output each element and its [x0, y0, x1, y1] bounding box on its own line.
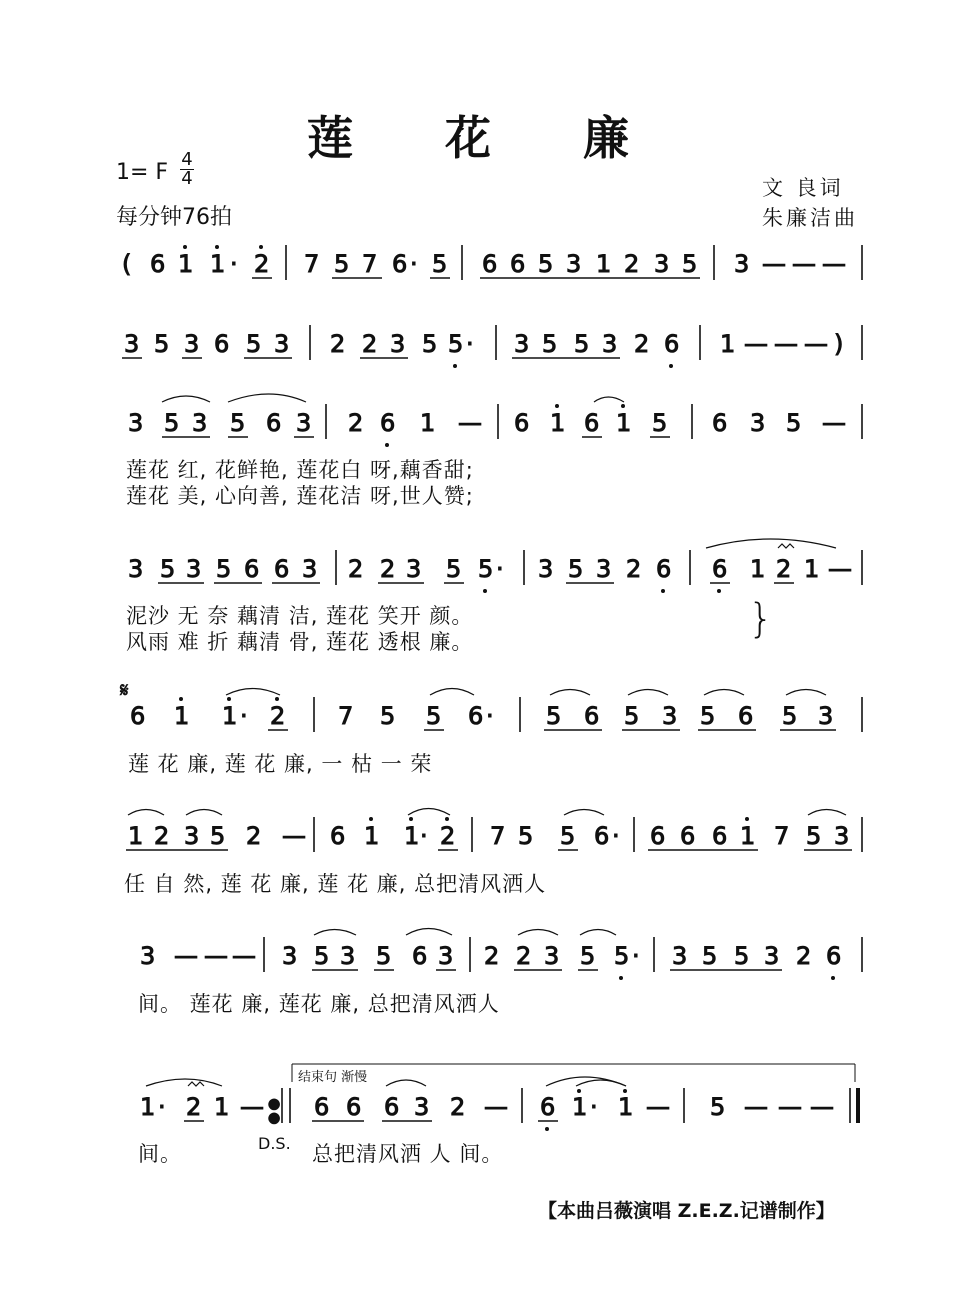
svg-text:—: —	[774, 330, 798, 358]
svg-text:5: 5	[806, 822, 822, 850]
svg-text:5: 5	[246, 330, 262, 358]
svg-text:7: 7	[490, 822, 506, 850]
svg-text:—: —	[458, 409, 482, 437]
svg-text:1: 1	[618, 1093, 634, 1121]
svg-text:1: 1	[572, 1093, 588, 1121]
svg-text:1: 1	[140, 1093, 156, 1121]
svg-text:3: 3	[750, 409, 766, 437]
lyric-row-4a: 泥沙 无 奈 藕清 洁, 莲花 笑开 颜。	[126, 604, 474, 628]
svg-text:5: 5	[380, 702, 396, 730]
svg-text:6: 6	[274, 555, 290, 583]
svg-text:7: 7	[304, 250, 320, 278]
key-signature: 1= F	[116, 160, 169, 185]
svg-text:1: 1	[178, 250, 194, 278]
svg-text:2: 2	[380, 555, 396, 583]
segno-sign: 𝄋	[120, 678, 129, 702]
svg-text:6: 6	[738, 702, 754, 730]
svg-text:1: 1	[596, 250, 612, 278]
svg-text:5: 5	[682, 250, 698, 278]
svg-text:—: —	[232, 942, 256, 970]
svg-text:5: 5	[448, 330, 464, 358]
svg-text:6: 6	[540, 1093, 556, 1121]
svg-text:3: 3	[764, 942, 780, 970]
lyric-row-8a: 间。	[138, 1142, 182, 1166]
svg-text:3: 3	[296, 409, 312, 437]
svg-text:3: 3	[834, 822, 850, 850]
svg-text:3: 3	[282, 942, 298, 970]
svg-text:5: 5	[426, 702, 442, 730]
svg-text:3: 3	[390, 330, 406, 358]
svg-text:3: 3	[192, 409, 208, 437]
svg-text:3: 3	[672, 942, 688, 970]
svg-text:3: 3	[406, 555, 422, 583]
svg-text:7: 7	[362, 250, 378, 278]
svg-text:(: (	[122, 250, 132, 278]
svg-text:7: 7	[338, 702, 354, 730]
svg-text:6: 6	[584, 702, 600, 730]
footer-credit: 【本曲吕薇演唱 Z.E.Z.记谱制作】	[538, 1200, 835, 1222]
svg-text:6: 6	[510, 250, 526, 278]
svg-text:6: 6	[826, 942, 842, 970]
svg-text:2: 2	[634, 330, 650, 358]
svg-text:5: 5	[538, 250, 554, 278]
lyric-row-5: 莲 花 廉, 莲 花 廉, 一 枯 一 荣	[128, 752, 433, 776]
svg-text:●: ●	[268, 1110, 281, 1126]
svg-text:3: 3	[538, 555, 554, 583]
svg-text:6: 6	[656, 555, 672, 583]
tempo: 每分钟76拍	[116, 205, 232, 230]
svg-text:6: 6	[664, 330, 680, 358]
svg-text:6: 6	[346, 1093, 362, 1121]
svg-text:6: 6	[314, 1093, 330, 1121]
svg-text:5: 5	[334, 250, 350, 278]
lyricist: 文 良词	[762, 176, 844, 200]
svg-text:): )	[834, 330, 844, 358]
svg-text:2: 2	[450, 1093, 466, 1121]
svg-text:1: 1	[214, 1093, 230, 1121]
svg-text:1: 1	[222, 702, 238, 730]
svg-text:5: 5	[624, 702, 640, 730]
svg-text:6: 6	[130, 702, 146, 730]
svg-text:1: 1	[128, 822, 144, 850]
svg-text:6: 6	[712, 822, 728, 850]
svg-text:6: 6	[244, 555, 260, 583]
svg-text:3: 3	[734, 250, 750, 278]
svg-text:3: 3	[654, 250, 670, 278]
svg-text:5: 5	[518, 822, 534, 850]
lyric-row-6: 任 自 然, 莲 花 廉, 莲 花 廉, 总把清风洒人	[124, 872, 547, 896]
svg-text:3: 3	[596, 555, 612, 583]
svg-text:·: ·	[410, 250, 418, 278]
svg-text:5: 5	[652, 409, 668, 437]
svg-text:1: 1	[420, 409, 436, 437]
svg-text:·: ·	[632, 942, 640, 970]
svg-text:—: —	[174, 942, 198, 970]
svg-text:6: 6	[482, 250, 498, 278]
svg-text:2: 2	[362, 330, 378, 358]
time-signature-bottom: 4	[181, 168, 193, 189]
svg-text:3: 3	[186, 555, 202, 583]
svg-text:5: 5	[614, 942, 630, 970]
svg-text:3: 3	[414, 1093, 430, 1121]
svg-text:—: —	[484, 1093, 508, 1121]
svg-text:·: ·	[230, 250, 238, 278]
svg-text:3: 3	[128, 555, 144, 583]
svg-text:2: 2	[776, 555, 792, 583]
svg-text:5: 5	[782, 702, 798, 730]
time-signature-top: 4	[181, 149, 193, 170]
svg-text:2: 2	[440, 822, 456, 850]
svg-text:6: 6	[330, 822, 346, 850]
svg-text:1: 1	[550, 409, 566, 437]
svg-text:·: ·	[486, 702, 494, 730]
svg-text:6: 6	[412, 942, 428, 970]
svg-text:3: 3	[544, 942, 560, 970]
svg-text:—: —	[744, 330, 768, 358]
svg-text:·: ·	[158, 1093, 166, 1121]
svg-text:5: 5	[478, 555, 494, 583]
svg-text:3: 3	[602, 330, 618, 358]
svg-text:3: 3	[566, 250, 582, 278]
svg-text:5: 5	[702, 942, 718, 970]
svg-text:6: 6	[384, 1093, 400, 1121]
svg-text:—: —	[762, 250, 786, 278]
svg-text:5: 5	[432, 250, 448, 278]
song-title: 莲 花 廉	[306, 111, 668, 165]
svg-text:3: 3	[662, 702, 678, 730]
composer: 朱廉洁曲	[762, 206, 858, 230]
svg-text:5: 5	[376, 942, 392, 970]
ds-marking: D.S.	[258, 1134, 291, 1153]
svg-text:3: 3	[302, 555, 318, 583]
svg-text:1: 1	[210, 250, 226, 278]
svg-text:1: 1	[364, 822, 380, 850]
svg-text:·: ·	[466, 330, 474, 358]
svg-text:6: 6	[514, 409, 530, 437]
svg-text:6: 6	[150, 250, 166, 278]
svg-text:3: 3	[274, 330, 290, 358]
svg-text:1: 1	[750, 555, 766, 583]
lyric-row-3b: 莲花 美, 心向善, 莲花洁 呀,世人赞;	[126, 484, 474, 508]
svg-text:6: 6	[214, 330, 230, 358]
svg-text:2: 2	[254, 250, 270, 278]
svg-text:6: 6	[712, 409, 728, 437]
svg-text:5: 5	[574, 330, 590, 358]
verse-brace: }	[748, 596, 774, 642]
svg-text:5: 5	[700, 702, 716, 730]
svg-text:3: 3	[340, 942, 356, 970]
svg-text:2: 2	[516, 942, 532, 970]
lyric-row-3a: 莲花 红, 花鲜艳, 莲花白 呀,藕香甜;	[126, 458, 474, 482]
svg-text:6: 6	[380, 409, 396, 437]
svg-text:5: 5	[216, 555, 232, 583]
svg-text:1: 1	[720, 330, 736, 358]
svg-text:3: 3	[438, 942, 454, 970]
svg-text:3: 3	[124, 330, 140, 358]
svg-text:5: 5	[734, 942, 750, 970]
svg-text:5: 5	[786, 409, 802, 437]
svg-text:·: ·	[496, 555, 504, 583]
svg-text:5: 5	[210, 822, 226, 850]
svg-text:6: 6	[594, 822, 610, 850]
lyric-row-4b: 风雨 难 折 藕清 骨, 莲花 透根 廉。	[126, 630, 474, 654]
svg-text:—: —	[282, 822, 306, 850]
svg-text:1: 1	[804, 555, 820, 583]
svg-text:5: 5	[560, 822, 576, 850]
svg-text:2: 2	[330, 330, 346, 358]
svg-text:—: —	[240, 1093, 264, 1121]
svg-text:3: 3	[514, 330, 530, 358]
svg-text:2: 2	[186, 1093, 202, 1121]
svg-text:6: 6	[392, 250, 408, 278]
svg-text:3: 3	[184, 330, 200, 358]
svg-text:—: —	[804, 330, 828, 358]
svg-text:1: 1	[404, 822, 420, 850]
svg-text:6: 6	[584, 409, 600, 437]
svg-text:—: —	[822, 409, 846, 437]
svg-text:3: 3	[140, 942, 156, 970]
svg-text:7: 7	[774, 822, 790, 850]
svg-text:5: 5	[546, 702, 562, 730]
svg-text:—: —	[778, 1093, 802, 1121]
lyric-row-7: 间。 莲花 廉, 莲花 廉, 总把清风洒人	[138, 992, 500, 1016]
svg-text:·: ·	[420, 822, 428, 850]
svg-text:—: —	[646, 1093, 670, 1121]
svg-text:5: 5	[568, 555, 584, 583]
svg-text:2: 2	[484, 942, 500, 970]
svg-text:—: —	[792, 250, 816, 278]
svg-text:—: —	[744, 1093, 768, 1121]
svg-text:2: 2	[348, 409, 364, 437]
svg-text:2: 2	[626, 555, 642, 583]
svg-text:·: ·	[612, 822, 620, 850]
svg-text:—: —	[828, 555, 852, 583]
svg-text:2: 2	[348, 555, 364, 583]
svg-text:5: 5	[446, 555, 462, 583]
svg-text:5: 5	[542, 330, 558, 358]
svg-text:—: —	[204, 942, 228, 970]
svg-text:5: 5	[422, 330, 438, 358]
svg-text:—: —	[822, 250, 846, 278]
svg-text:·: ·	[590, 1093, 598, 1121]
svg-text:5: 5	[164, 409, 180, 437]
svg-text:5: 5	[580, 942, 596, 970]
svg-text:6: 6	[650, 822, 666, 850]
svg-text:6: 6	[266, 409, 282, 437]
svg-text:1: 1	[174, 702, 190, 730]
lyric-row-8b: 总把清风洒 人 间。	[312, 1142, 504, 1166]
svg-text:5: 5	[314, 942, 330, 970]
svg-text:2: 2	[154, 822, 170, 850]
svg-text:6: 6	[680, 822, 696, 850]
svg-text:3: 3	[128, 409, 144, 437]
svg-text:·: ·	[240, 702, 248, 730]
svg-text:6: 6	[712, 555, 728, 583]
svg-text:5: 5	[710, 1093, 726, 1121]
svg-text:2: 2	[796, 942, 812, 970]
svg-text:1: 1	[616, 409, 632, 437]
svg-text:3: 3	[818, 702, 834, 730]
svg-text:2: 2	[246, 822, 262, 850]
svg-text:—: —	[810, 1093, 834, 1121]
svg-text:●: ●	[268, 1096, 281, 1112]
svg-text:5: 5	[154, 330, 170, 358]
fine-label: 结束句 渐慢	[298, 1070, 368, 1085]
svg-text:5: 5	[230, 409, 246, 437]
row-1-notes	[122, 250, 846, 278]
svg-text:2: 2	[624, 250, 640, 278]
svg-text:2: 2	[270, 702, 286, 730]
svg-text:3: 3	[184, 822, 200, 850]
svg-text:6: 6	[468, 702, 484, 730]
svg-text:1: 1	[740, 822, 756, 850]
svg-text:5: 5	[160, 555, 176, 583]
